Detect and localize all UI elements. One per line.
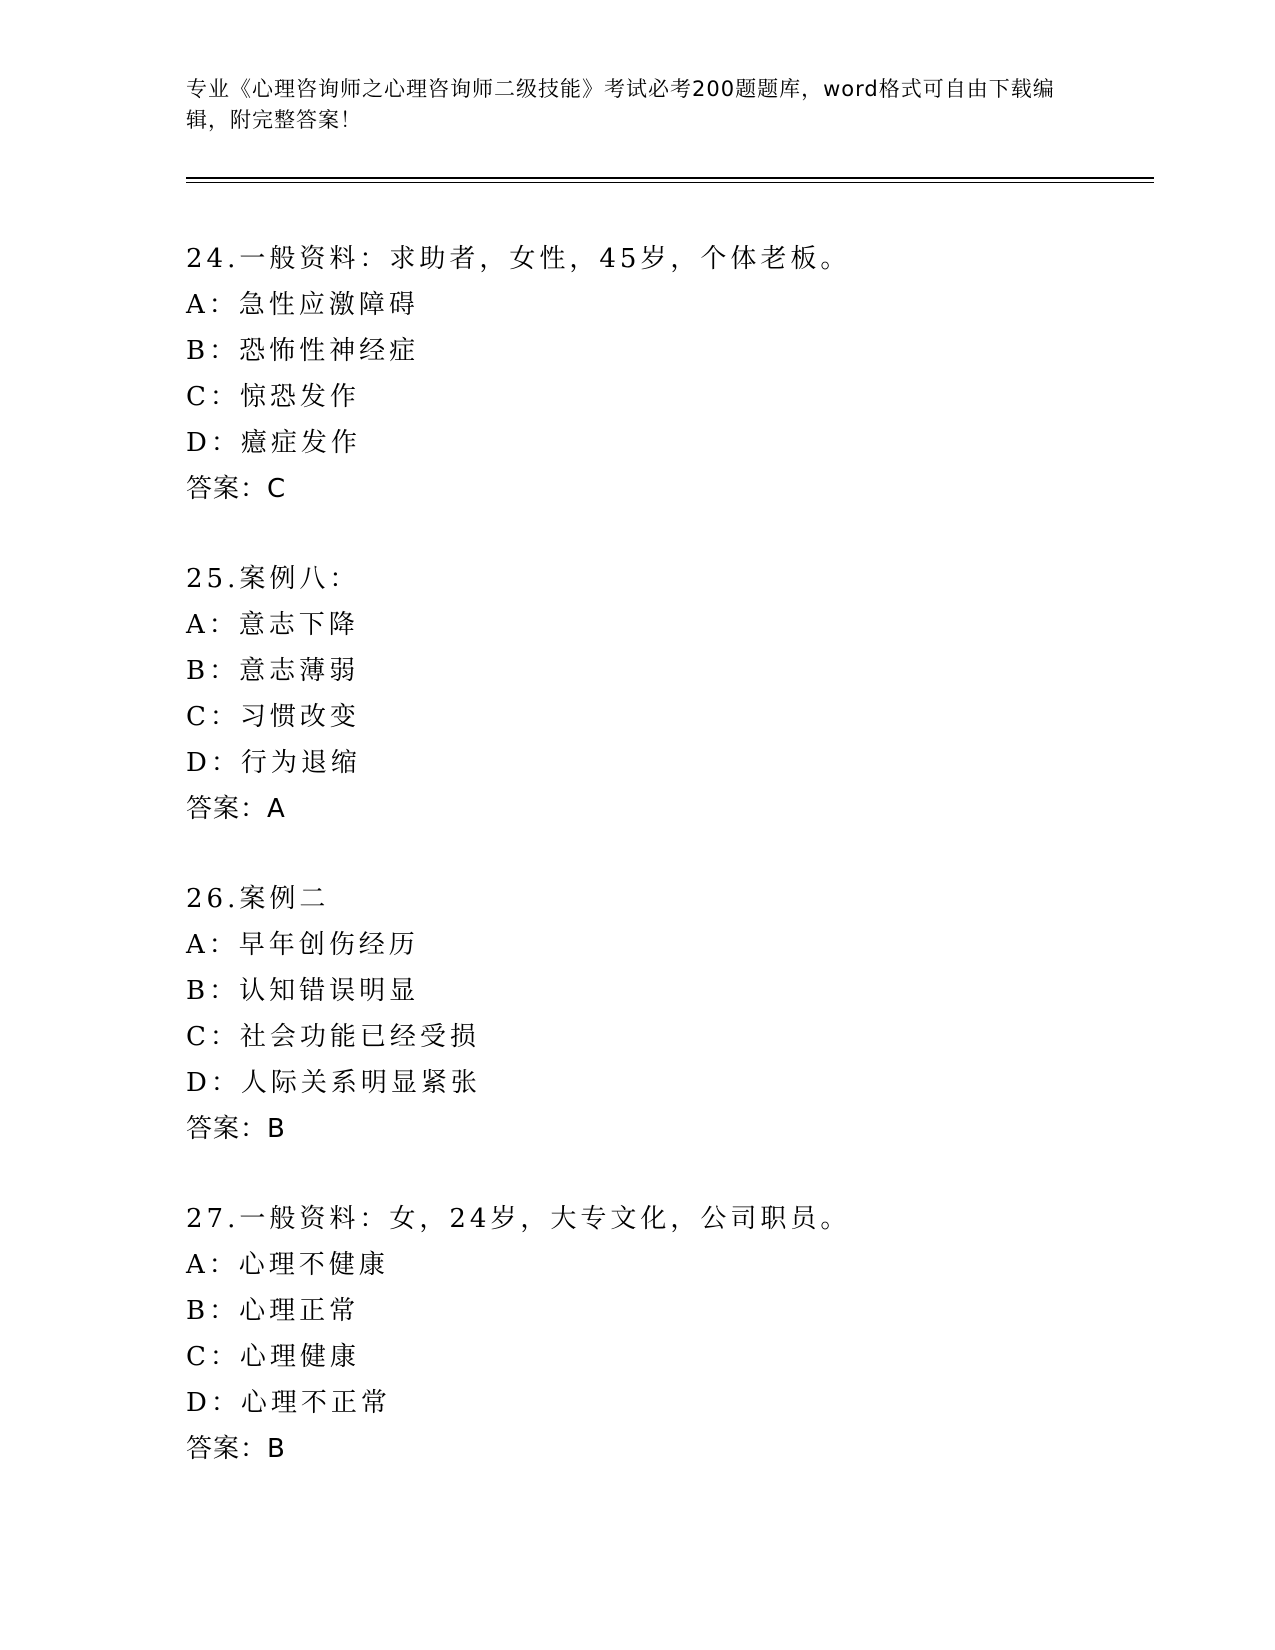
option-d: D：心理不正常 xyxy=(186,1388,391,1418)
answer: 答案：A xyxy=(186,794,286,824)
option-b: B：认知错误明显 xyxy=(186,976,420,1006)
option-a: A：急性应激障碍 xyxy=(186,290,419,320)
header-rule-thick xyxy=(186,177,1154,179)
option-d: D：行为退缩 xyxy=(186,748,361,778)
question-stem: 26.案例二 xyxy=(186,884,330,914)
option-c: C：心理健康 xyxy=(186,1342,360,1372)
option-a: A：早年创伤经历 xyxy=(186,930,419,960)
answer: 答案：B xyxy=(186,1114,286,1144)
option-a: A：心理不健康 xyxy=(186,1250,389,1280)
question-24 xyxy=(186,236,1146,556)
question-stem: 24.一般资料：求助者，女性，45岁，个体老板。 xyxy=(186,244,851,274)
option-d: D：人际关系明显紧张 xyxy=(186,1068,481,1098)
question-25 xyxy=(186,556,1146,876)
option-c: C：习惯改变 xyxy=(186,702,360,732)
option-b: B：心理正常 xyxy=(186,1296,360,1326)
option-b: B：恐怖性神经症 xyxy=(186,336,420,366)
option-c: C：惊恐发作 xyxy=(186,382,360,412)
answer: 答案：B xyxy=(186,1434,286,1464)
question-27 xyxy=(186,1196,1146,1516)
answer: 答案：C xyxy=(186,474,287,504)
header-rule-thin xyxy=(186,182,1154,183)
document-header: 专业《心理咨询师之心理咨询师二级技能》考试必考200题题库，word格式可自由下载编辑，附完整答案！ xyxy=(186,77,1055,132)
question-stem: 27.一般资料：女，24岁，大专文化，公司职员。 xyxy=(186,1204,851,1234)
question-26 xyxy=(186,876,1146,1196)
option-a: A：意志下降 xyxy=(186,610,359,640)
question-stem: 25.案例八： xyxy=(186,564,360,594)
option-c: C：社会功能已经受损 xyxy=(186,1022,480,1052)
option-d: D：癔症发作 xyxy=(186,428,361,458)
option-b: B：意志薄弱 xyxy=(186,656,360,686)
question-list xyxy=(186,236,1146,1516)
